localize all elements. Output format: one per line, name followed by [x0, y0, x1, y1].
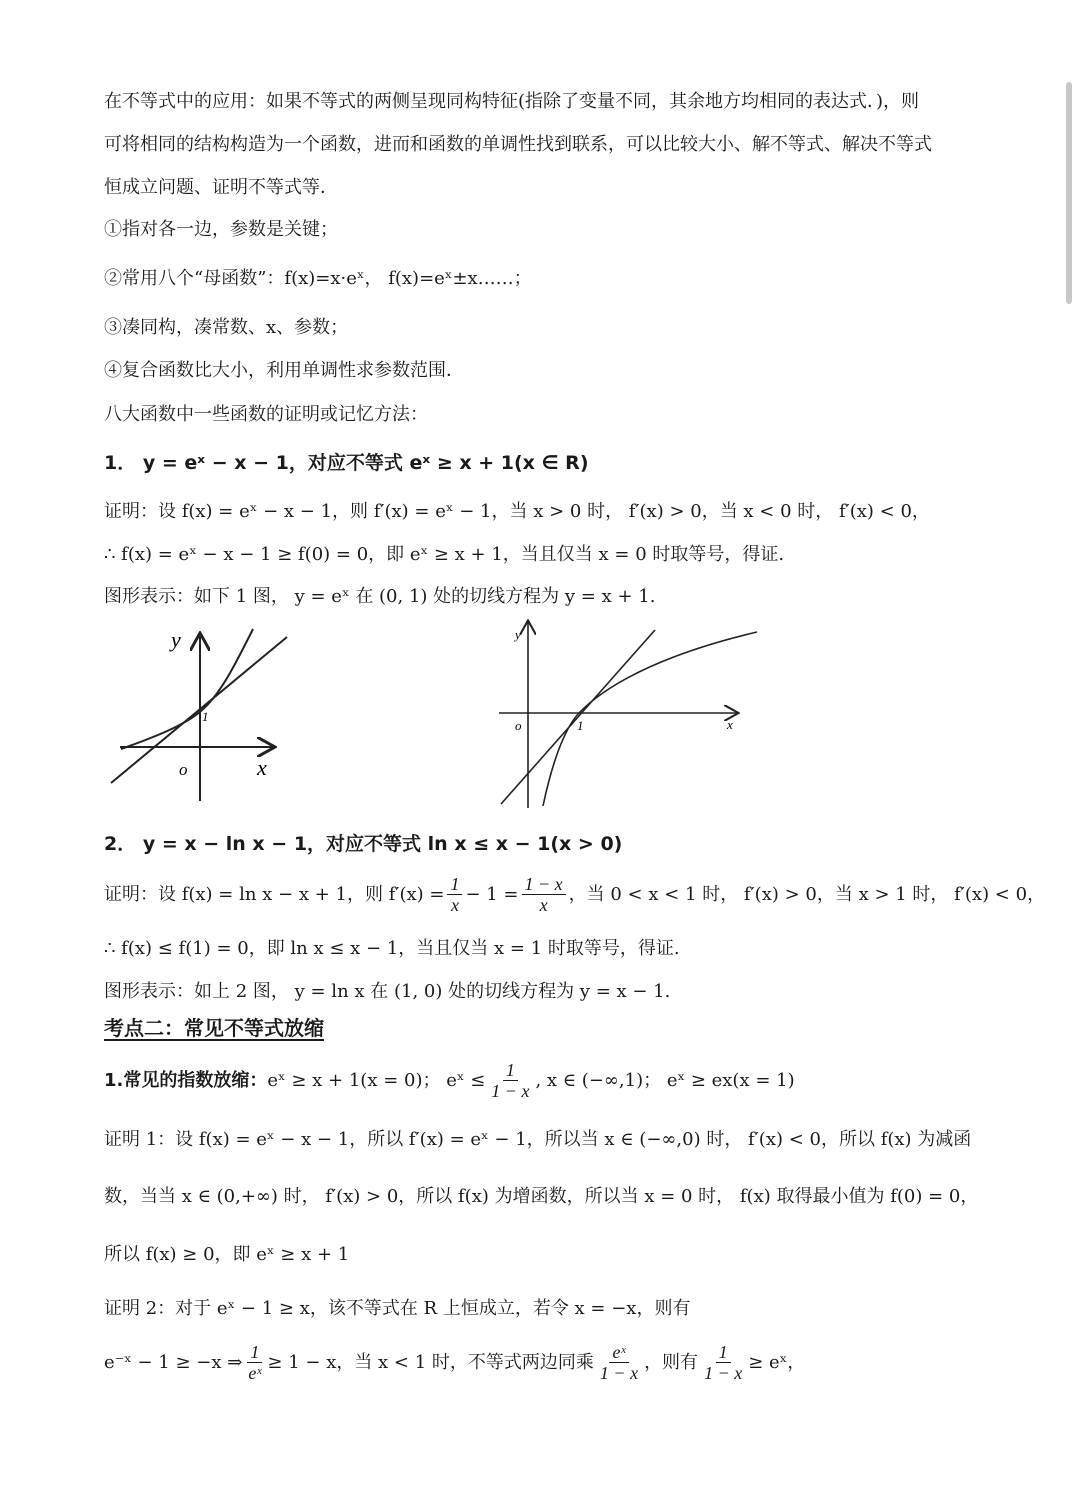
frac-numerator: 1: [447, 874, 462, 895]
exp-scaling-label: 1.常见的指数放缩：: [104, 1069, 268, 1091]
frac-denominator: x: [539, 895, 548, 915]
frac-numerator: 1 − x: [522, 874, 566, 895]
item1-heading: 1． y = eˣ − x − 1，对应不等式 eˣ ≥ x + 1(x ∈ R): [104, 452, 589, 474]
intro-line-3: 恒成立问题、证明不等式等．: [104, 177, 338, 198]
item1-graph-text: 图形表示：如下 1 图， y = eˣ 在 (0, 1) 处的切线方程为 y = x + 1.: [104, 586, 656, 607]
item2-mid: − 1 =: [465, 883, 519, 905]
tip-2: ②常用八个“母函数”：f(x)=x·eˣ， f(x)=eˣ±x……；: [104, 268, 532, 289]
exp-proof2-frac-2: [597, 1342, 641, 1383]
frac-numerator: 1: [503, 1060, 518, 1081]
methods-title: 八大函数中一些函数的证明或记忆方法：: [104, 404, 428, 425]
item2-heading: 2． y = x − ln x − 1，对应不等式 ln x ≤ x − 1(x > 0): [104, 833, 623, 855]
exp-proof2-frac-3: [701, 1342, 745, 1383]
intro-line-2: 可将相同的结构构造为一个函数，进而和函数的单调性找到联系，可以比较大小、解不等式、解决不等式: [104, 134, 932, 155]
fig2-one-label: 1: [577, 718, 584, 733]
exp-proof2-part-b: ≥ 1 − x，当 x < 1 时，不等式两边同乘: [267, 1351, 594, 1373]
fig1-x-label: x: [257, 755, 267, 780]
exp-proof2-part-d: ≥ eˣ，: [748, 1351, 806, 1373]
item2-proof-line-2: ∴ f(x) ≤ f(1) = 0，即 ln x ≤ x − 1，当且仅当 x = 1 时取等号，得证.: [104, 938, 680, 959]
fig2-x-label: x: [727, 717, 733, 732]
exp-proof2-line-2: [104, 1342, 805, 1383]
item1-proof-line-2: ∴ f(x) = eˣ − x − 1 ≥ f(0) = 0，即 eˣ ≥ x + 1，当且仅当 x = 0 时取等号，得证.: [104, 544, 785, 565]
frac-numerator: eˣ: [609, 1342, 628, 1363]
exp-part-1: eˣ ≥ x + 1(x = 0)； eˣ ≤: [267, 1069, 486, 1091]
tip-3: ③凑同构，凑常数、x、参数；: [104, 317, 349, 338]
fig1-exp-curve: [121, 629, 253, 749]
fig2-y-label: y: [515, 627, 521, 642]
section2-title: 考点二：常见不等式放缩: [104, 1016, 324, 1040]
fig1-origin-label: o: [179, 760, 188, 779]
intro-line-1: 在不等式中的应用：如果不等式的两侧呈现同构特征(指除了变量不同，其余地方均相同的表达式．)，则: [104, 91, 920, 112]
exp-proof2-line-1: 证明 2：对于 eˣ − 1 ≥ x，该不等式在 R 上恒成立，若令 x = −x，则有: [104, 1298, 691, 1319]
frac-denominator: 1 − x: [599, 1363, 639, 1383]
exp-proof1-line-1: 证明 1：设 f(x) = eˣ − x − 1，所以 f′(x) = eˣ − 1，所以当 x ∈ (−∞,0) 时， f′(x) < 0，所以 f(x) 为减函: [104, 1129, 972, 1150]
exp-proof2-part-c: ，则有: [644, 1351, 699, 1373]
exp-frac: [488, 1060, 532, 1101]
item1-proof-line-1: 证明：设 f(x) = eˣ − x − 1，则 f′(x) = eˣ − 1，当 x > 0 时， f′(x) > 0，当 x < 0 时， f′(x) < 0，: [104, 501, 930, 522]
item2-proof-pre: 证明：设 f(x) = ln x − x + 1，则 f′(x) =: [104, 883, 445, 905]
exp-proof1-line-3: 所以 f(x) ≥ 0，即 eˣ ≥ x + 1: [104, 1244, 350, 1265]
exp-proof2-part-a: e⁻ˣ − 1 ≥ −x ⇒: [104, 1351, 243, 1373]
vertical-scrollbar[interactable]: [1066, 82, 1072, 304]
frac-denominator: eˣ: [248, 1363, 262, 1383]
frac-denominator: x: [450, 895, 459, 915]
fig2-origin-label: o: [515, 718, 522, 733]
item2-graph-text: 图形表示：如上 2 图， y = ln x 在 (1, 0) 处的切线方程为 y = x − 1.: [104, 981, 671, 1002]
item2-proof-post: ，当 0 < x < 1 时， f′(x) > 0，当 x > 1 时， f′(x) < 0，: [568, 883, 1046, 905]
item2-frac-2: [522, 874, 566, 915]
fig2-ln-curve: [543, 632, 757, 806]
fig1-one-label: 1: [202, 709, 209, 724]
figure-1-exp-tangent: [105, 625, 295, 810]
exp-proof1-line-2: 数，当当 x ∈ (0,+∞) 时， f′(x) > 0，所以 f(x) 为增函数，所以当 x = 0 时， f(x) 取得最小值为 f(0) = 0，: [104, 1186, 979, 1207]
frac-numerator: 1: [247, 1342, 262, 1363]
fig1-y-label: y: [171, 627, 181, 652]
figure-2-ln-tangent: [495, 618, 765, 813]
fig2-tangent-line: [501, 630, 655, 804]
tip-1: ①指对各一边，参数是关键；: [104, 219, 338, 240]
frac-denominator: 1 − x: [704, 1363, 743, 1383]
frac-denominator: 1 − x: [491, 1081, 530, 1101]
exp-part-2: , x ∈ (−∞,1)； eˣ ≥ ex(x = 1): [535, 1069, 795, 1091]
tip-4: ④复合函数比大小，利用单调性求参数范围．: [104, 360, 464, 381]
item2-frac-1: [447, 874, 462, 915]
exp-scaling-line: [104, 1060, 795, 1101]
item2-proof-line-1: [104, 874, 1045, 915]
exp-proof2-frac-1: [245, 1342, 264, 1383]
frac-numerator: 1: [716, 1342, 731, 1363]
